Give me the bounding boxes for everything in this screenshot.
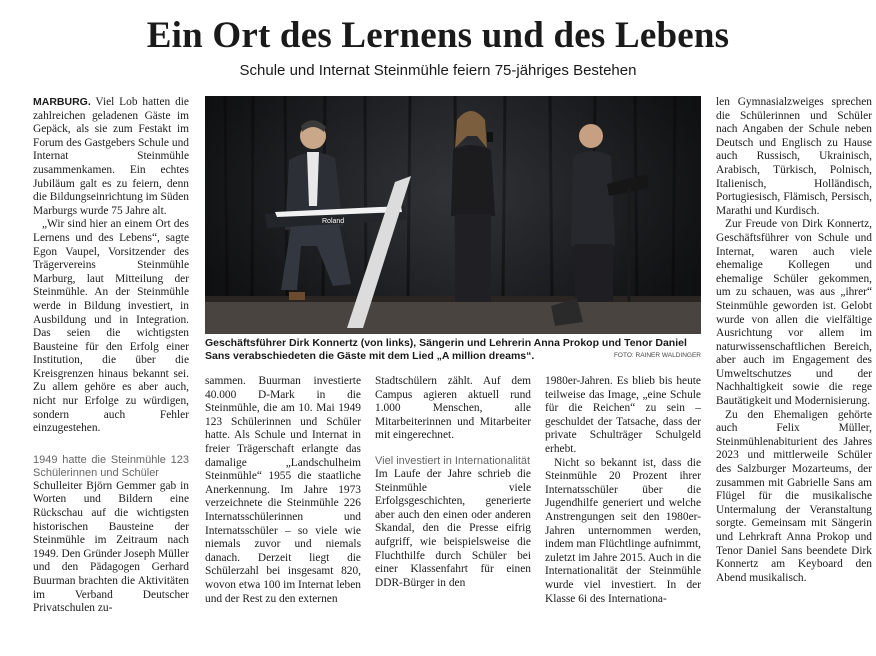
paragraph: Stadtschülern zählt. Auf dem Campus agieren aktuell rund 1.000 Menschen, alle Mitarbeiterinnen und Mitarbeiter mit eingerechnet. — [375, 375, 531, 442]
article-column-5 — [716, 96, 872, 585]
section-subheading: 1949 hatte die Steinmühle 123 Schülerinnen und Schüler — [33, 453, 189, 479]
photo-caption: Geschäftsführer Dirk Konnertz (von links), Sängerin und Lehrerin Anna Prokop und Tenor Daniel Sans verabschiedeten die Gäste mit dem Lied „A million dreams“. — [205, 337, 687, 362]
paragraph: Zur Freude von Dirk Konnertz, Geschäftsführer von Schule und Internat, waren auch viele ehemalige Kollegen und ehemalige Schüler gekommen, um zu schauen, was aus „ihrer“ Steinmühle geworden ist. Gelobt wurde von allen die vielfältige Ausrichtung vor allem im naturwissenschaftlichen Bereich, aber auch im Engagement des Umweltschutzes und der Nachhaltigkeit sowie die rege Bautätigkeit und Modernisierung. — [716, 218, 872, 408]
paragraph: 1980er-Jahren. Es blieb bis heute teilweise das Image, „eine Schule für die Reichen“ zu sein – geschuldet der Tatsache, dass der private Schulträger Schulgeld erhebt. — [545, 375, 701, 455]
paragraph: Zu den Ehemaligen gehörte auch Felix Müller, Steinmühlenabiturient des Jahres 2023 und mittlerweile Schüler des Salzburger Mozarteums, der zusammen mit Gabrielle Sans am Flügel für die musikalische Untermalung der Veranstaltung sorgte. Gemeinsam mit Sängerin und Lehrkraft Anna Prokop und Tenor Daniel Sans beendete Dirk Konnertz am Keyboard den Abend musikalisch. — [716, 408, 872, 584]
article-column-4 — [545, 375, 701, 606]
paragraph-text: Viel Lob hatten die zahlreichen geladenen Gäste im Gepäck, als sie zum Festakt im Forum des Gastgebers Schule und Internat Steinmühle zusammenkamen. Ein echtes Jubiläum galt es zu feiern, denn die Bildungseinrichtung im Süden Marburgs wurde 75 Jahre alt. — [33, 96, 189, 217]
paragraph: len Gymnasialzweiges sprechen die Schülerinnen und Schüler nach Angaben der Schule neben Deutsch und Englisch zu Hause auch Russisch, Ukrainisch, Arabisch, Türkisch, Polnisch, Italienisch, Holländisch, Portugiesisch, Flämisch, Persisch, Marathi und Kurdisch. — [716, 96, 872, 217]
article-column-3 — [375, 375, 531, 590]
stage-photo-illustration — [205, 96, 701, 334]
paragraph: sammen. Buurman investierte 40.000 D-Mark in die Steinmühle, die am 10. Mai 1949 123 Schülerinnen und Schüler hatte. Als Schule und Internat in freier Trägerschaft erlangte das damalige „Landschulheim Steinmühle“ 1955 die staatliche Anerkennung. Im Jahre 1973 verzeichnete die Steinmühle 226 Internatsschülerinnen und Internatsschüler – so viele wie niemals zuvor und niemals danach. Derzeit liegt die Schülerzahl bei insgesamt 820, wovon etwa 100 im Internat leben und der Rest zu den externen — [205, 375, 361, 605]
dateline: MARBURG. — [33, 96, 91, 108]
article-photo — [205, 96, 701, 334]
photo-credit: FOTO: RAINER WALDINGER — [613, 352, 701, 359]
paragraph: Schulleiter Björn Gemmer gab in Worten und Bildern eine Rückschau auf die wichtigsten historischen Bausteine der Steinmühle im Zeitraum nach 1949. Den Gründer Joseph Müller und den Pädagogen Gerhard Buurman brachten die Aktivitäten im Verband Deutscher Privatschulen zu- — [33, 479, 189, 615]
article-column-1 — [33, 96, 189, 616]
paragraph: Nicht so bekannt ist, dass die Steinmühle 20 Prozent ihrer Internatsschüler über die Jugendhilfe generiert und welche Anstrengungen seit den 1980er-Jahren unternommen werden, indem man Flüchtlinge aufnimmt, zuletzt im Jahre 2015. Auch in die Internationalität der Steinmühle wurde viel investiert. In der Klasse 6i des Internationa- — [545, 456, 701, 605]
subheadline: Schule und Internat Steinmühle feiern 75-jähriges Bestehen — [239, 62, 637, 79]
paragraph: „Wir sind hier an einem Ort des Lernens und des Lebens“, sagte Egon Vaupel, Vorsitzender des Trägervereins Steinmühle Marburg, laut Mitteilung der Steinmühle. An der Steinmühle werde in Bildung investiert, in Ausbildung und in Integration. Das seien die wichtigsten Bausteine für den Erfolg einer Institution, die über die Kreisgrenzen hinaus bekannt sei. Zu allem gehöre es aber auch, nicht nur Erfolge zu würdigen, sondern auch Fehler einzugestehen. — [33, 218, 189, 435]
paragraph — [33, 96, 189, 218]
paragraph: Im Laufe der Jahre schrieb die Steinmühle viele Erfolgsgeschichten, generierte aber auch den einen oder anderen Skandal, den die Presse eifrig aufgriff, wie beispielsweise die Fluchthilfe durch Schüler bei einer Klassenfahrt für einen DDR-Bürger in den — [375, 467, 531, 589]
headline: Ein Ort des Lernens und des Lebens — [146, 15, 730, 56]
section-subheading: Viel investiert in Internationalität — [375, 454, 531, 467]
keyboard-brand: Roland — [322, 218, 345, 225]
article-column-2 — [205, 375, 361, 606]
